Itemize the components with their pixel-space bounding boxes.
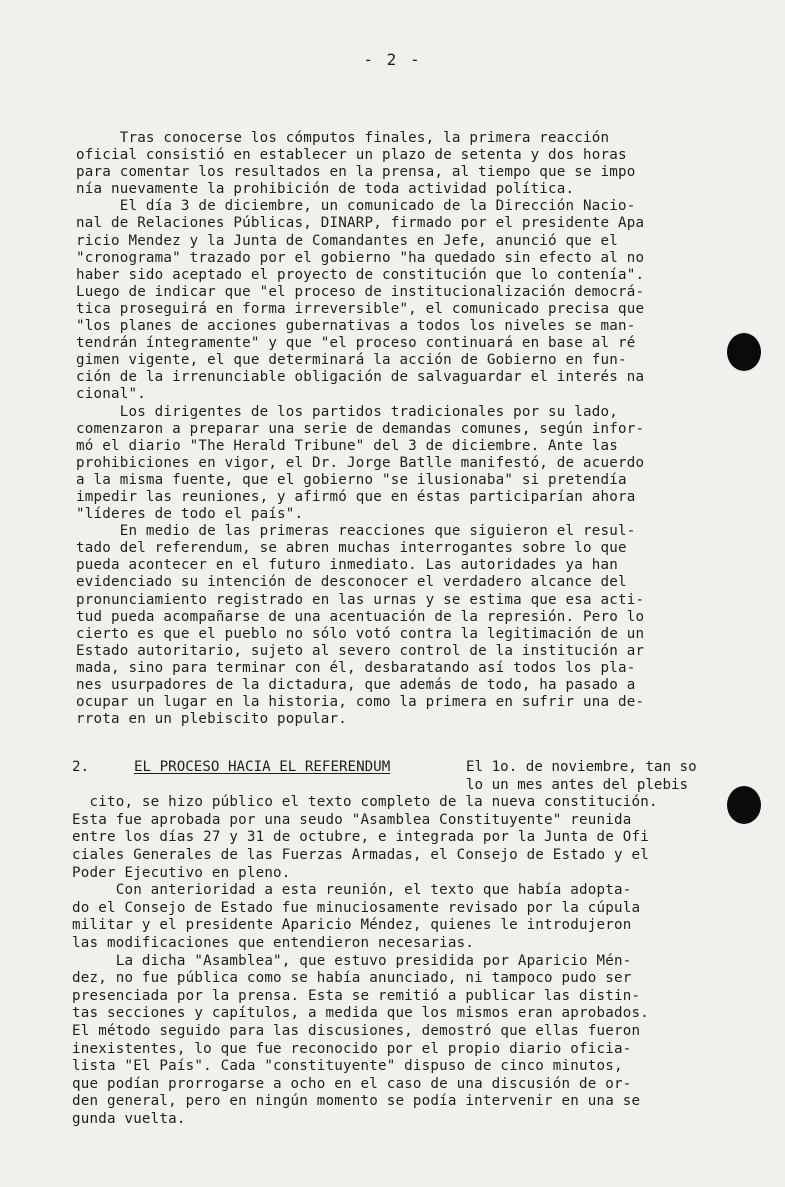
section-title: EL PROCESO HACIA EL REFERENDUM bbox=[134, 759, 391, 775]
text-line: El método seguido para las discusiones, demostró que ellas fueron bbox=[72, 1022, 641, 1039]
text-line: Esta fue aprobada por una seudo "Asamblea Constituyente" reunida bbox=[72, 811, 632, 828]
text-line: Poder Ejecutivo en pleno. bbox=[72, 864, 291, 881]
text-line: Tras conocerse los cómputos finales, la primera reacción bbox=[76, 130, 610, 146]
text-line: "líderes de todo el país". bbox=[76, 506, 304, 523]
text-line: "cronograma" trazado por el gobierno "ha quedado sin efecto al no bbox=[76, 249, 645, 266]
section2-heading-row bbox=[72, 759, 752, 794]
text-line: tendrán íntegramente" y que "el proceso continuará en base al ré bbox=[76, 335, 636, 352]
text-line: impedir las reuniones, y afirmó que en éstas participarían ahora bbox=[76, 488, 636, 505]
text-line: "los planes de acciones gubernativas a todos los niveles se man- bbox=[76, 318, 636, 335]
section2 bbox=[72, 759, 752, 1128]
page-number: - 2 - bbox=[363, 50, 422, 69]
text-line: lista "El País". Cada "constituyente" dispuso de cinco minutos, bbox=[72, 1058, 623, 1075]
text-line: pueda acontecer en el futuro inmediato. Las autoridades ya han bbox=[76, 557, 618, 574]
text-line: ciales Generales de las Fuerzas Armadas, el Consejo de Estado y el bbox=[72, 846, 649, 863]
text-line: mó el diario "The Herald Tribune" del 3 de diciembre. Ante las bbox=[76, 437, 618, 454]
text-line: gunda vuelta. bbox=[72, 1110, 186, 1127]
text-line: militar y el presidente Aparicio Méndez, quienes le introdujeron bbox=[72, 917, 632, 934]
text-line: para comentar los resultados en la prensa, al tiempo que se impo bbox=[76, 164, 636, 181]
text-line: tas secciones y capítulos, a medida que los mismos eran aprobados. bbox=[72, 1005, 649, 1022]
section2-body bbox=[72, 794, 752, 1128]
section2-second-line-tail: lo un mes antes del plebis bbox=[466, 776, 689, 793]
text-line: las modificaciones que entendieron necesarias. bbox=[72, 934, 475, 951]
text-line: ocupar un lugar en la historia, como la primera en sufrir una de- bbox=[76, 694, 645, 711]
text-line: rrota en un plebiscito popular. bbox=[76, 711, 347, 728]
text-line: gimen vigente, el que determinará la acción de Gobierno en fun- bbox=[76, 352, 627, 369]
text-line: haber sido aceptado el proyecto de constitución que lo contenía". bbox=[76, 266, 645, 283]
text-line: den general, pero en ningún momento se podía intervenir en una se bbox=[72, 1093, 641, 1110]
text-line: prohibiciones en vigor, el Dr. Jorge Batlle manifestó, de acuerdo bbox=[76, 454, 645, 471]
text-line: inexistentes, lo que fue reconocido por el propio diario oficia- bbox=[72, 1040, 632, 1057]
text-line: cierto es que el pueblo no sólo votó contra la legitimación de un bbox=[76, 625, 645, 642]
text-line: comenzaron a preparar una serie de demandas comunes, según infor- bbox=[76, 420, 645, 437]
text-line: nía nuevamente la prohibición de toda actividad política. bbox=[76, 181, 575, 198]
text-line: do el Consejo de Estado fue minuciosamente revisado por la cúpula bbox=[72, 899, 641, 916]
text-line: pronunciamiento registrado en las urnas y se estima que esa acti- bbox=[76, 591, 645, 608]
text-line: El día 3 de diciembre, un comunicado de la Dirección Nacio- bbox=[76, 198, 636, 215]
text-line: Luego de indicar que "el proceso de institucionalización democrá- bbox=[76, 283, 645, 300]
text-line: cito, se hizo público el texto completo de la nueva constitución. bbox=[72, 794, 658, 811]
text-line: a la misma fuente, que el gobierno "se ilusionaba" si pretendía bbox=[76, 471, 627, 488]
text-line: evidenciado su intención de desconocer el verdadero alcance del bbox=[76, 574, 627, 591]
text-line: tica proseguirá en forma irreversible", el comunicado precisa que bbox=[76, 300, 645, 317]
text-line: ricio Mendez y la Junta de Comandantes en Jefe, anunció que el bbox=[76, 232, 618, 249]
text-line: ción de la irrenunciable obligación de salvaguardar el interés na bbox=[76, 369, 645, 386]
text-line: que podían prorrogarse a ocho en el caso de una discusión de or- bbox=[72, 1075, 632, 1092]
text-line: En medio de las primeras reacciones que siguieron el resul- bbox=[76, 523, 636, 540]
text-line: Estado autoritario, sujeto al severo control de la institución ar bbox=[76, 642, 645, 659]
text-line: nal de Relaciones Públicas, DINARP, firmado por el presidente Apa bbox=[76, 215, 645, 232]
punch-hole bbox=[727, 333, 761, 371]
section2-first-line-tail: El 1o. de noviembre, tan so bbox=[466, 759, 697, 775]
text-line: presenciada por la prensa. Esta se remitió a publicar las distin- bbox=[72, 987, 641, 1004]
text-line: dez, no fue pública como se había anunciado, ni tampoco pudo ser bbox=[72, 970, 632, 987]
text-line: cional". bbox=[76, 386, 146, 403]
text-line: entre los días 27 y 31 de octubre, e integrada por la Junta de Ofi bbox=[72, 829, 649, 846]
section1-body bbox=[76, 130, 746, 728]
text-line: La dicha "Asamblea", que estuvo presidida por Aparicio Mén- bbox=[72, 952, 632, 969]
text-line: Con anterioridad a esta reunión, el texto que había adopta- bbox=[72, 882, 632, 899]
section-number: 2. bbox=[72, 759, 90, 775]
text-line: tud pueda acompañarse de una acentuación de la represión. Pero lo bbox=[76, 608, 645, 625]
text-line: nes usurpadores de la dictadura, que además de todo, ha pasado a bbox=[76, 677, 636, 693]
text-line: oficial consistió en establecer un plazo de setenta y dos horas bbox=[76, 147, 627, 164]
punch-hole bbox=[727, 786, 761, 824]
text-line: mada, sino para terminar con él, desbaratando así todos los pla- bbox=[76, 659, 636, 676]
text-line: Los dirigentes de los partidos tradicionales por su lado, bbox=[76, 403, 618, 420]
text-line: tado del referendum, se abren muchas interrogantes sobre lo que bbox=[76, 540, 627, 557]
